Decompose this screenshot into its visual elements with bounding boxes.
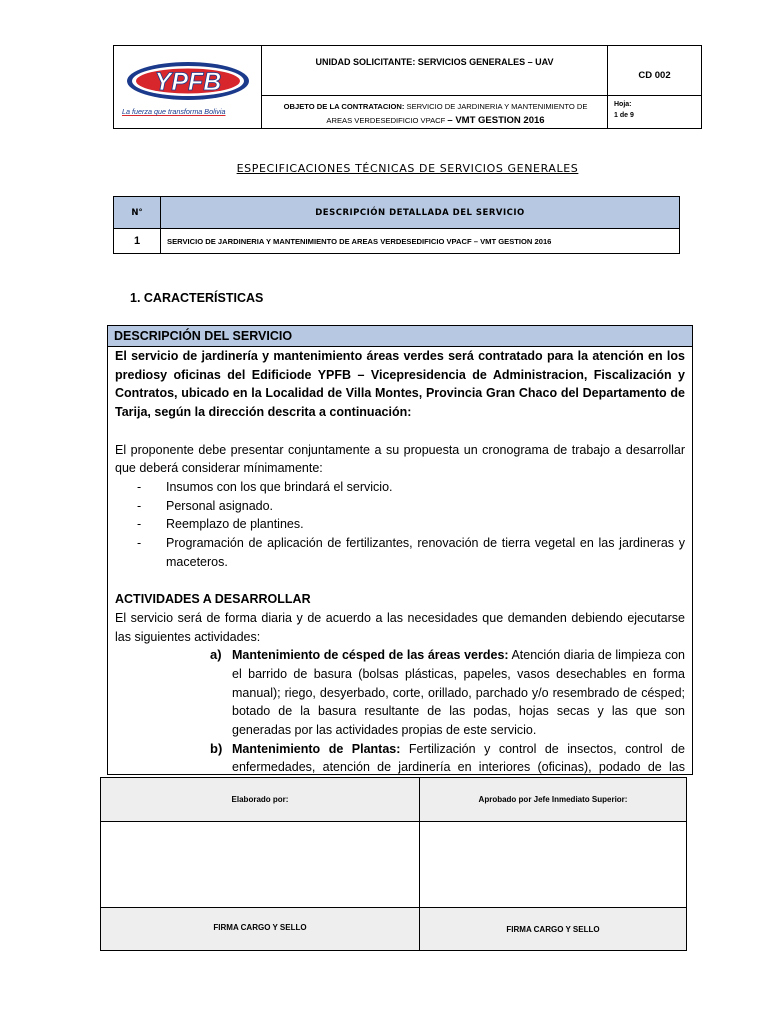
items-row-number: 1 [114, 229, 161, 253]
document-code: CD 002 [608, 46, 701, 96]
object-tail: – VMT GESTION 2016 [447, 115, 545, 126]
description-body [108, 347, 692, 775]
logo-tagline: La fuerza que transforma Bolivia [122, 107, 226, 116]
list-item: - Personal asignado. [137, 497, 685, 516]
document-title: ESPECIFICACIONES TÉCNICAS DE SERVICIOS GENERALES [236, 162, 579, 175]
header-table [113, 45, 702, 129]
list-item: - Programación de aplicación de fertilizantes, renovación de tierra vegetal en las jardineras y maceteros. [137, 534, 685, 571]
activity-text: Fertilización y control de insectos, control de enfermedades, atención de jardinería en interiores (oficinas), podado de las [232, 741, 685, 775]
approved-by-label: Aprobado por Jefe Inmediato Superior: [420, 778, 686, 822]
service-description-box [107, 325, 693, 775]
items-col-number: N° [114, 197, 161, 229]
activities-list [115, 646, 685, 775]
list-item: - Insumos con los que brindará el servicio. [137, 478, 685, 497]
description-intro: El servicio de jardinería y mantenimiento áreas verdes será contratado para la atención en los prediosy oficinas del Edificiode YPFB – Vicepresidencia de Administracion, Fiscalización y Contratos, ubicado en la Localidad de Villa Montes, Provincia Gran Chaco del Departamento de Tarija, según la dirección descrita a continuación: [115, 349, 685, 420]
activities-intro: El servicio será de forma diaria y de acuerdo a las necesidades que demanden debiendo ejecutarse las siguientes actividades: [115, 610, 685, 644]
signature-table [100, 777, 687, 951]
activity-item [210, 740, 685, 775]
items-col-description: DESCRIPCIÓN DETALLADA DEL SERVICIO [161, 197, 679, 229]
approved-signature-area [420, 822, 686, 908]
sheet-value: 1 de 9 [614, 112, 634, 119]
activities-heading: ACTIVIDADES A DESARROLLAR [115, 592, 311, 607]
sheet-number [608, 96, 701, 128]
items-table [113, 196, 680, 254]
activity-title: Mantenimiento de césped de las áreas verdes: [232, 648, 509, 663]
logo-cell [114, 46, 262, 128]
contract-object [262, 96, 608, 128]
description-heading: DESCRIPCIÓN DEL SERVICIO [108, 326, 692, 347]
sign-right-label: FIRMA CARGO Y SELLO [420, 908, 686, 950]
activity-text: Atención diaria de limpieza con el barrido de basura (bolsas plásticas, papeles, vasos desechables en forma manual); riego, desyerbado, corte, orillado, parchado y/o resembrado de césped; botado de la basura resultante de las podas, hojas secas y las que son generadas por las actividades propias de este servicio. [232, 648, 685, 738]
activity-marker: b) [210, 740, 223, 756]
activity-title: Mantenimiento de Plantas: [232, 741, 401, 756]
svg-text:YPFB: YPFB [154, 68, 222, 96]
list-item: - Reemplazo de plantines. [137, 515, 685, 534]
section-title: 1. CARACTERÍSTICAS [130, 291, 264, 305]
prepared-signature-area [101, 822, 420, 908]
proposal-paragraph: El proponente debe presentar conjuntamente a su propuesta un cronograma de trabajo a desarrollar que deberá considerar mínimamente: [115, 442, 685, 476]
requesting-unit: UNIDAD SOLICITANTE: SERVICIOS GENERALES – UAV [262, 46, 608, 96]
requirements-list [115, 478, 685, 572]
object-text: SERVICIO DE JARDINERIA Y MANTENIMIENTO DE AREAS VERDESEDIFICIO VPACF [326, 102, 588, 125]
activity-item [210, 646, 685, 740]
activity-marker: a) [210, 647, 222, 663]
prepared-by-label: Elaborado por: [101, 778, 420, 822]
items-row-description: SERVICIO DE JARDINERIA Y MANTENIMIENTO DE AREAS VERDESEDIFICIO VPACF – VMT GESTION 2016 [167, 236, 552, 246]
sign-left-label: FIRMA CARGO Y SELLO [101, 908, 420, 950]
object-label: OBJETO DE LA CONTRATACION: [283, 102, 405, 111]
sheet-label: Hoja: [614, 101, 632, 108]
